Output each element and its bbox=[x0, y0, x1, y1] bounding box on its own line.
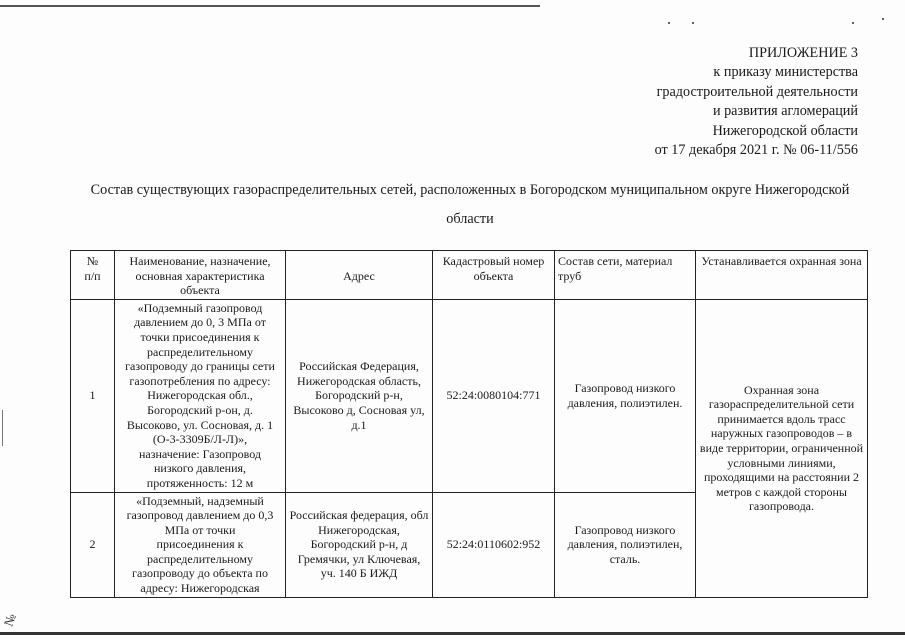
title-line-1: Состав существующих газораспределительных сетей, расположенных в Богородском муниципальном округе Нижегородской bbox=[90, 182, 850, 198]
document-title bbox=[40, 176, 900, 234]
name-line: протяженность: 12 м bbox=[146, 475, 254, 490]
row-num: 2 bbox=[71, 492, 115, 597]
name-line: газопотребления по адресу: bbox=[129, 373, 271, 388]
header-num-line: № bbox=[86, 254, 99, 268]
row-address: Российская федерация, обл Нижегородская, Богородский р-н, д Гремячки, ул Ключевая, уч. 140 Б ИЖД bbox=[286, 492, 433, 597]
name-line: МПа от точки bbox=[164, 522, 236, 537]
protection-zone-cell: Охранная зона газораспределительной сети принимается вдоль трасс наружных газопроводов – в виде территории, ограниченной условными линиями, проходящими на расстоянии 2 метров с каждой стороны газопровода. bbox=[696, 299, 868, 597]
row-composition: Газопровод низкого давления, полиэтилен. bbox=[555, 299, 696, 492]
gas-network-table bbox=[70, 250, 868, 598]
annex-line: Нижегородской области bbox=[712, 122, 858, 139]
header-name: Наименование, назначение, основная характеристика объекта bbox=[115, 251, 286, 300]
header-cadastral: Кадастровый номер объекта bbox=[433, 251, 555, 300]
row-cadastral-number: 52:24:0110602:952 bbox=[433, 492, 555, 597]
annex-line: от 17 декабря 2021 г. № 06-11/556 bbox=[654, 142, 858, 159]
handwritten-margin-mark: № bbox=[0, 611, 19, 629]
header-address: Адрес bbox=[286, 251, 433, 300]
annex-line: градостроительной деятельности bbox=[656, 83, 858, 100]
top-scan-rule bbox=[0, 5, 540, 7]
name-line: давлением до 0, 3 МПа от bbox=[134, 315, 266, 330]
name-line: низкого давления, bbox=[153, 461, 247, 476]
row-composition: Газопровод низкого давления, полиэтилен, сталь. bbox=[555, 492, 696, 597]
annex-line: ПРИЛОЖЕНИЕ 3 bbox=[748, 45, 858, 61]
scan-speck bbox=[692, 22, 694, 24]
scan-speck bbox=[852, 22, 854, 24]
header-composition: Состав сети, материал труб bbox=[555, 251, 696, 300]
scan-speck bbox=[668, 22, 670, 24]
row-name bbox=[115, 492, 286, 597]
annex-line: к приказу министерства bbox=[713, 64, 858, 81]
row-name bbox=[115, 299, 286, 492]
title-line-2: области bbox=[446, 211, 494, 227]
name-line: газопровод давлением до 0,3 bbox=[126, 508, 274, 523]
name-line: присоединения к bbox=[156, 537, 244, 552]
name-line: газопроводу до границы сети bbox=[125, 359, 275, 374]
table-row bbox=[71, 299, 868, 492]
annex-block bbox=[655, 44, 858, 160]
table-header-row bbox=[71, 251, 868, 300]
header-num bbox=[71, 251, 115, 300]
name-line: газопроводу до объекта по bbox=[132, 566, 268, 581]
name-line: Нижегородская обл., bbox=[147, 388, 253, 403]
name-line: «Подземный, надземный bbox=[136, 493, 264, 508]
name-line: распределительному bbox=[147, 551, 253, 566]
name-line: Богородский р-он, д. bbox=[147, 402, 253, 417]
name-line: точки присоединения к bbox=[140, 329, 260, 344]
name-line: назначение: Газопровод bbox=[138, 446, 262, 461]
name-line: адресу: Нижегородская bbox=[140, 581, 260, 596]
annex-line: и развития агломераций bbox=[712, 103, 858, 120]
bottom-scan-rule bbox=[0, 632, 905, 635]
scan-margin-line bbox=[2, 410, 3, 446]
scan-speck bbox=[882, 18, 884, 20]
name-line: Высоково, ул. Сосновая, д. 1 bbox=[126, 417, 274, 432]
row-address: Российская Федерация, Нижегородская область, Богородский р-н, Высоково д, Сосновая ул, д.1 bbox=[286, 299, 433, 492]
header-num-line: п/п bbox=[84, 268, 101, 283]
row-cadastral-number: 52:24:0080104:771 bbox=[433, 299, 555, 492]
header-zone: Устанавливается охранная зона bbox=[696, 251, 868, 300]
row-num: 1 bbox=[71, 299, 115, 492]
name-line: распределительному bbox=[147, 344, 253, 359]
name-line: (О-3-3309Б/Л-Л)», bbox=[152, 432, 248, 447]
name-line: «Подземный газопровод bbox=[137, 300, 263, 315]
